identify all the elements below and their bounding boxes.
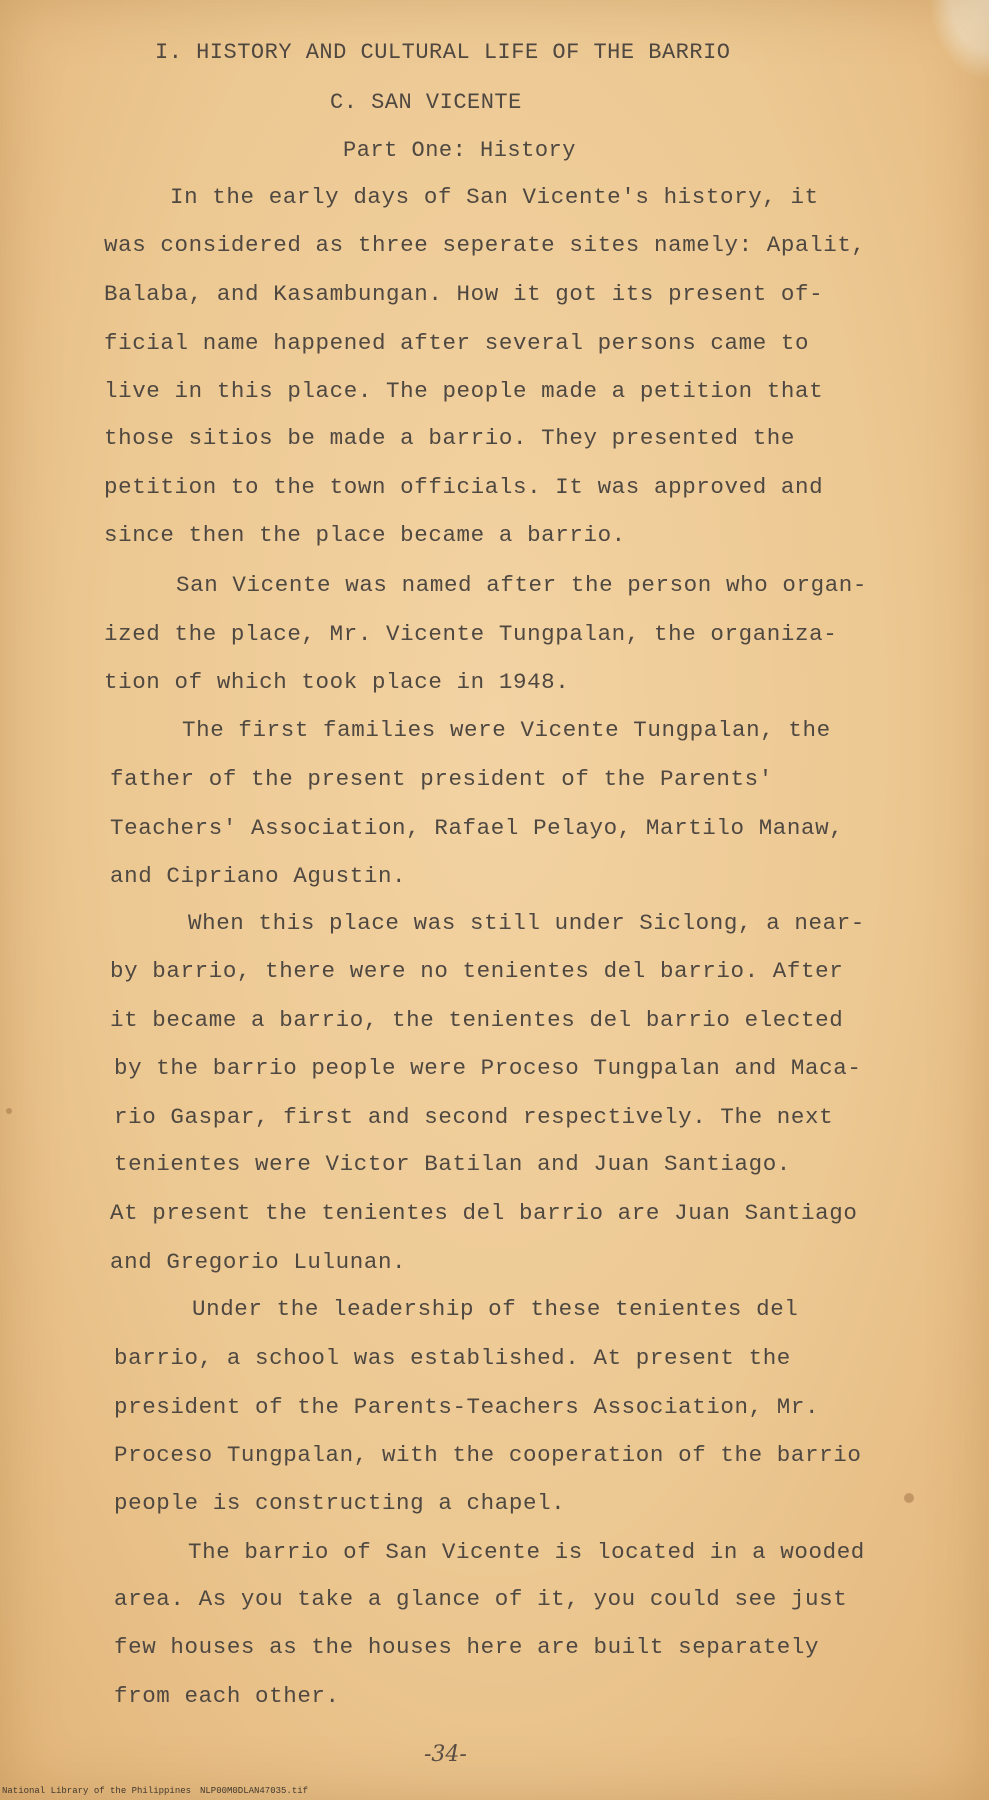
text-line: live in this place. The people made a petition that xyxy=(104,378,824,404)
text-line: by the barrio people were Proceso Tungpalan and Maca- xyxy=(114,1055,862,1081)
ink-spot xyxy=(904,1493,914,1503)
text-line: The first families were Vicente Tungpalan, the xyxy=(182,717,831,743)
text-line: area. As you take a glance of it, you could see just xyxy=(114,1586,848,1612)
document-subtitle: C. SAN VICENTE xyxy=(330,90,522,115)
part-heading: Part One: History xyxy=(343,138,576,163)
text-line: was considered as three seperate sites namely: Apalit, xyxy=(104,232,866,258)
text-line: ficial name happened after several persons came to xyxy=(104,330,810,356)
text-line: tenientes were Victor Batilan and Juan Santiago. xyxy=(114,1151,791,1177)
page-number: -34- xyxy=(424,1742,467,1767)
text-line: and Cipriano Agustin. xyxy=(110,863,407,889)
text-line: president of the Parents-Teachers Association, Mr. xyxy=(114,1394,820,1420)
text-line: father of the present president of the Parents' xyxy=(110,766,773,792)
text-line: When this place was still under Siclong, a near- xyxy=(188,910,865,936)
text-line: ized the place, Mr. Vicente Tungpalan, the organiza- xyxy=(104,621,838,647)
text-line: from each other. xyxy=(114,1683,340,1709)
text-line: by barrio, there were no tenientes del barrio. After xyxy=(110,958,844,984)
text-line: people is constructing a chapel. xyxy=(114,1490,566,1516)
text-line: since then the place became a barrio. xyxy=(104,522,626,548)
text-line: The barrio of San Vicente is located in a wooded xyxy=(188,1539,865,1565)
text-line: San Vicente was named after the person who organ- xyxy=(176,572,868,598)
ink-spot xyxy=(6,1108,12,1114)
text-line: few houses as the houses here are built separately xyxy=(114,1634,820,1660)
footer-library-credit: National Library of the Philippines xyxy=(2,1786,192,1796)
text-line: petition to the town officials. It was approved and xyxy=(104,474,824,500)
text-line: In the early days of San Vicente's history, it xyxy=(170,184,819,210)
text-line: tion of which took place in 1948. xyxy=(104,669,570,695)
text-line: barrio, a school was established. At present the xyxy=(114,1345,791,1371)
document-title: I. HISTORY AND CULTURAL LIFE OF THE BARRIO xyxy=(155,40,731,65)
text-line: Balaba, and Kasambungan. How it got its present of- xyxy=(104,281,824,307)
footer-file-name: NLP00M0DLAN47035.tif xyxy=(200,1786,309,1796)
torn-corner xyxy=(929,0,989,80)
text-line: those sitios be made a barrio. They presented the xyxy=(104,425,796,451)
text-line: rio Gaspar, first and second respectively. The next xyxy=(114,1104,834,1130)
text-line: Teachers' Association, Rafael Pelayo, Martilo Manaw, xyxy=(110,815,844,841)
text-line: Under the leadership of these tenientes del xyxy=(192,1296,799,1322)
text-line: At present the tenientes del barrio are Juan Santiago xyxy=(110,1200,858,1226)
text-line: Proceso Tungpalan, with the cooperation of the barrio xyxy=(114,1442,862,1468)
text-line: it became a barrio, the tenientes del barrio elected xyxy=(110,1007,844,1033)
text-line: and Gregorio Lulunan. xyxy=(110,1249,407,1275)
